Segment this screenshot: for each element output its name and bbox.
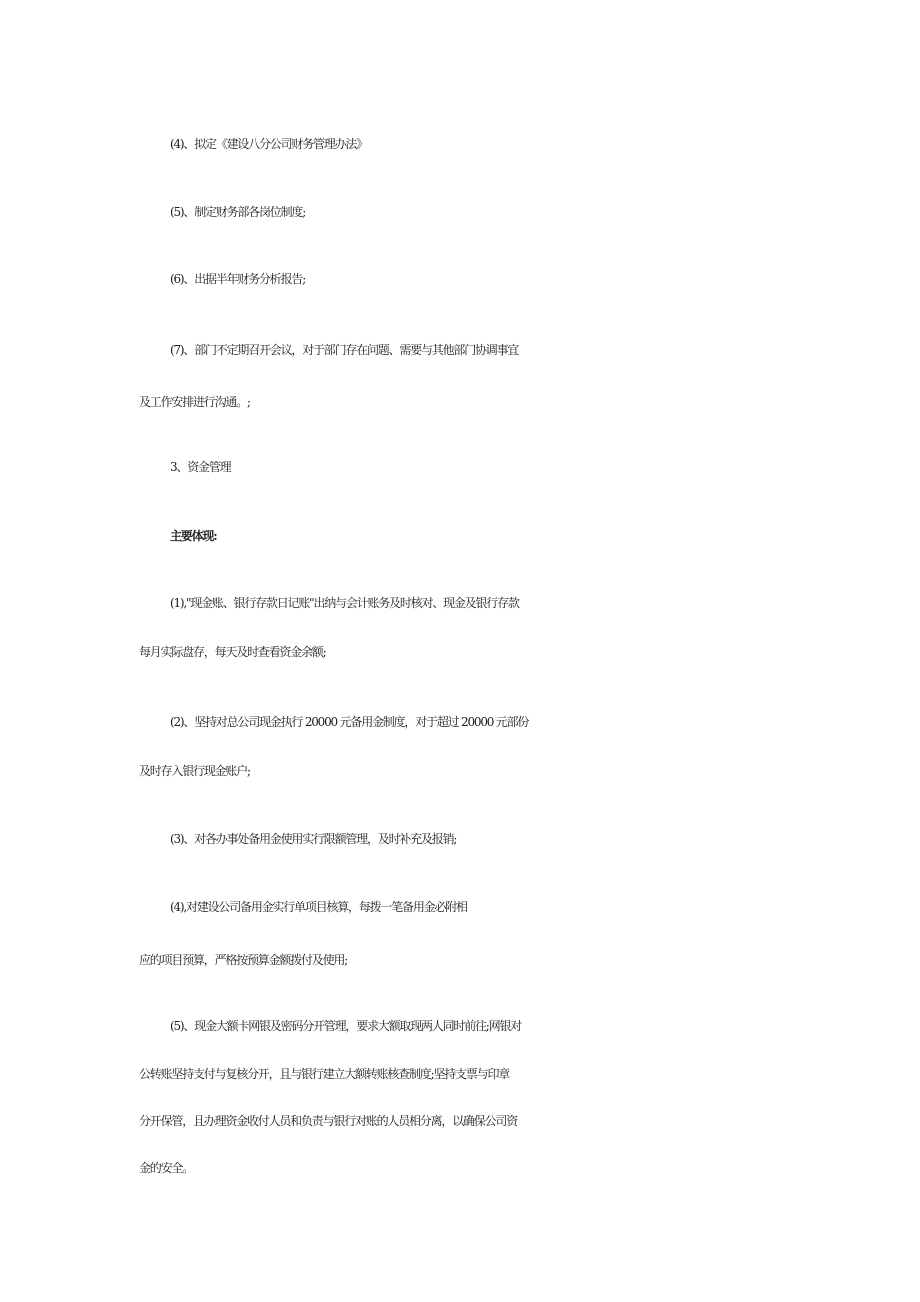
cash-item-2-line2: 及时存入银行现金账户; [139, 764, 250, 778]
cash-item-5-line2: 公转账坚持支付与复核分开，且与银行建立大额转账核查制度;坚持支票与印章 [139, 1067, 510, 1081]
cash-item-3: (3)、对各办事处备用金使用实行限额管理，及时补充及报销; [170, 832, 457, 846]
cash-item-1-line1: (1),"现金账、银行存款日记账"出纳与会计账务及时核对、现金及银行存款 [170, 596, 519, 610]
item-7-meetings-line2: 及工作安排进行沟通。; [139, 395, 250, 409]
cash-item-4-line1: (4),对建设公司备用金实行单项目核算，每拨一笔备用金必附相 [170, 900, 467, 914]
item-7-meetings-line1: (7)、部门不定期召开会议，对于部门存在问题、需要与其他部门协调事宜 [170, 343, 519, 357]
item-6-half-year-report: (6)、出据半年财务分析报告; [170, 272, 306, 286]
item-5-post-rules: (5)、制定财务部各岗位制度; [170, 205, 306, 219]
main-points-heading: 主要体现: [170, 529, 217, 543]
cash-item-1-line2: 每月实际盘存，每天及时查看资金余额; [139, 645, 326, 659]
cash-item-5-line3: 分开保管，且办理资金收付人员和负责与银行对账的人员相分离，以确保公司资 [139, 1114, 518, 1128]
cash-item-5-line1: (5)、现金大额卡网银及密码分开管理，要求大额取现两人同时前往;网银对 [170, 1019, 522, 1033]
cash-item-2-line1: (2)、坚持对总公司现金执行 20000 元备用金制度，对于超过 20000 元部份 [170, 715, 529, 729]
item-4-draft-regulations: (4)、拟定《建设八分公司财务管理办法》 [170, 137, 367, 151]
cash-item-4-line2: 应的项目预算，严格按预算金额拨付及使用; [139, 953, 348, 967]
section-3-heading: 3、资金管理 [170, 460, 231, 474]
cash-item-5-line4: 金的安全。 [139, 1161, 194, 1175]
